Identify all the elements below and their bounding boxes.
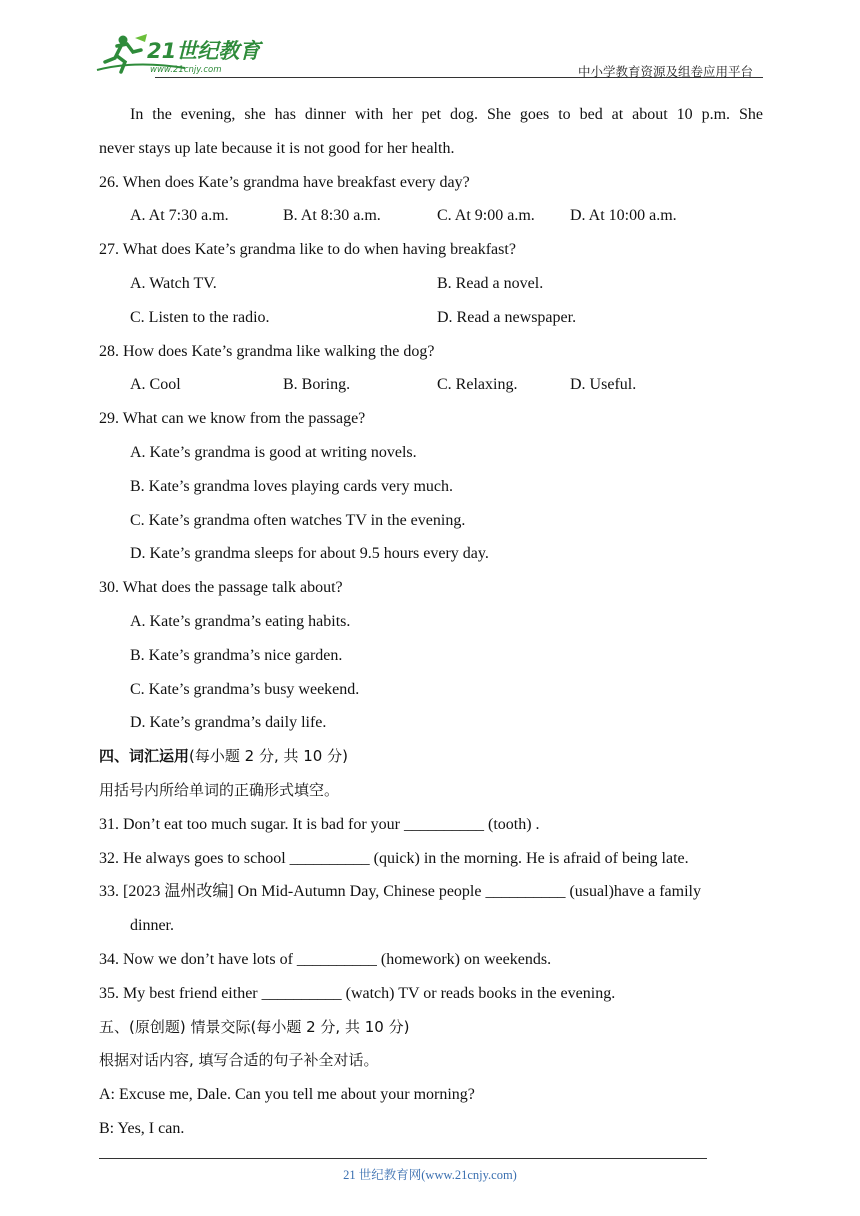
option-b: B. At 8:30 a.m. xyxy=(283,207,381,225)
question-31: 31. Don’t eat too much sugar. It is bad for your __________ (tooth) . xyxy=(99,815,540,833)
section-4-instruction: 用括号内所给单词的正确形式填空。 xyxy=(99,780,340,799)
question-29-option-d: D. Kate’s grandma sleeps for about 9.5 hours every day. xyxy=(130,545,489,563)
option-a: A. Watch TV. xyxy=(130,274,217,292)
option-c: C. At 9:00 a.m. xyxy=(437,207,535,225)
question-29-option-b: B. Kate’s grandma loves playing cards very much. xyxy=(130,477,454,495)
question-26-stem: 26. When does Kate’s grandma have breakfast every day? xyxy=(99,173,470,191)
option-b: B. Boring. xyxy=(283,376,351,394)
question-27-options-row-2 xyxy=(99,301,763,335)
question-33-line-1: 33. [2023 温州改编] On Mid-Autumn Day, Chinese people __________ (usual)have a family xyxy=(99,883,701,901)
svg-text:21世纪教育: 21世纪教育 xyxy=(147,39,261,63)
question-27-options-row-1 xyxy=(99,267,763,301)
question-33-line-2: dinner. xyxy=(130,917,174,935)
option-d: D. At 10:00 a.m. xyxy=(570,207,677,225)
option-b: B. Read a novel. xyxy=(437,274,544,292)
footer-source: 21 世纪教育网(www.21cnjy.com) xyxy=(343,1168,517,1182)
section-4-title: 四、词汇运用 xyxy=(99,747,190,766)
section-5-instruction: 根据对话内容, 填写合适的句子补全对话。 xyxy=(99,1051,379,1070)
document-body xyxy=(99,98,763,1146)
question-29-stem: 29. What can we know from the passage? xyxy=(99,410,366,428)
question-30-option-d: D. Kate’s grandma’s daily life. xyxy=(130,714,327,732)
question-28-stem: 28. How does Kate’s grandma like walking the dog? xyxy=(99,342,435,360)
question-27-stem: 27. What does Kate’s grandma like to do when having breakfast? xyxy=(99,241,516,259)
question-29-option-a: A. Kate’s grandma is good at writing novels. xyxy=(130,443,417,461)
question-32: 32. He always goes to school __________ (quick) in the morning. He is afraid of being late. xyxy=(99,849,689,867)
option-c: C. Listen to the radio. xyxy=(130,308,270,326)
dialogue-line-a: A: Excuse me, Dale. Can you tell me about your morning? xyxy=(99,1086,475,1104)
question-34: 34. Now we don’t have lots of __________ (homework) on weekends. xyxy=(99,950,552,968)
option-a: A. Cool xyxy=(130,376,181,394)
option-a: A. At 7:30 a.m. xyxy=(130,207,229,225)
passage-line-1: In the evening, she has dinner with her pet dog. She goes to bed at about 10 p.m. She xyxy=(130,106,763,123)
question-29-option-c: C. Kate’s grandma often watches TV in the evening. xyxy=(130,511,466,529)
header-platform-text: 中小学教育资源及组卷应用平台 xyxy=(577,64,753,79)
section-4-heading xyxy=(99,740,763,774)
svg-text:www.21cnjy.com: www.21cnjy.com xyxy=(150,65,222,75)
question-35: 35. My best friend either __________ (watch) TV or reads books in the evening. xyxy=(99,984,616,1002)
option-d: D. Read a newspaper. xyxy=(437,308,577,326)
section-4-score: (每小题 2 分, 共 10 分) xyxy=(189,747,348,766)
question-30-option-a: A. Kate’s grandma’s eating habits. xyxy=(130,612,351,630)
option-d: D. Useful. xyxy=(570,376,637,394)
question-30-stem: 30. What does the passage talk about? xyxy=(99,579,343,597)
page-header xyxy=(95,30,763,78)
question-28-options xyxy=(99,368,763,402)
logo-21cnjy xyxy=(95,30,265,76)
dialogue-line-b: B: Yes, I can. xyxy=(99,1119,185,1137)
header-divider xyxy=(155,77,763,78)
option-c: C. Relaxing. xyxy=(437,376,518,394)
passage-line-2: never stays up late because it is not good for her health. xyxy=(99,139,455,157)
question-30-option-b: B. Kate’s grandma’s nice garden. xyxy=(130,646,343,664)
section-5-heading: 五、(原创题) 情景交际(每小题 2 分, 共 10 分) xyxy=(99,1017,410,1036)
question-30-option-c: C. Kate’s grandma’s busy weekend. xyxy=(130,680,360,698)
footer-divider xyxy=(99,1158,707,1159)
question-26-options xyxy=(99,199,763,233)
